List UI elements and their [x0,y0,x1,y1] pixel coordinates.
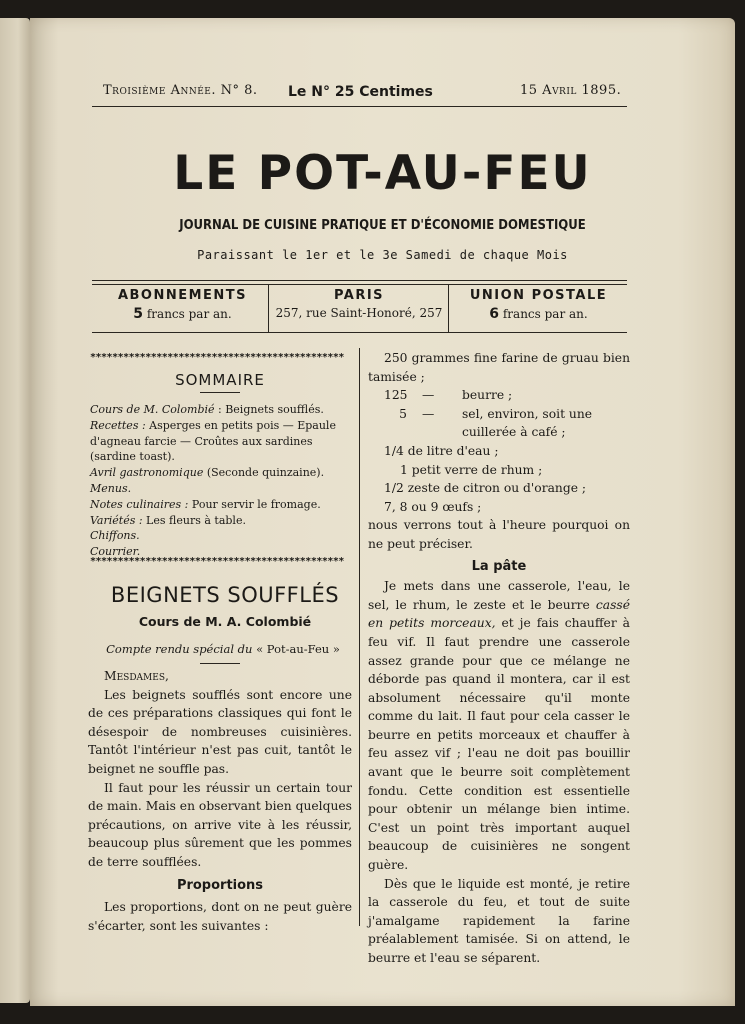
newspaper-title: LE POT-AU-FEU [173,146,592,201]
box-divider-2 [448,284,449,332]
newspaper-page [30,18,735,1006]
sommaire-item: Menus. [90,481,132,495]
article-body-right [368,349,630,968]
ingredient-line: 5 — sel, environ, soit une [399,406,593,421]
report-note: Compte rendu spécial du « Pot-au-Feu » [106,642,340,656]
ingredient-line: 125 — beurre ; [384,388,513,403]
ingredient-line: cuillerée à café ; [462,425,566,440]
note-line: nous verrons tout à l'heure pourquoi on ne peut préciser. [368,518,630,551]
sommaire-item: Chiffons. [90,529,140,543]
ingredient-line: 7, 8 ou 9 œufs ; [384,499,482,514]
article-title: BEIGNETS SOUFFLÉS [110,583,340,607]
union-heading: UNION POSTALE [469,288,608,303]
star-border-top: ********************************************** [90,352,344,363]
paragraph: Dès que le liquide est monté, je retire la casserole du feu, et tout de suite j'amalgame rapidement la farine préalablement tamisée. Si on attend, le beurre et l'eau se séparent. [368,876,630,965]
subscription-france [100,288,265,322]
paragraph: Je mets dans une casserole, l'eau, le sel, le rhum, le zeste et le beurre cassé en petits morceaux, et je fais chauffer à feu vif. Il faut prendre une casserole assez grande pour que ce mélange ne déborde pas quand il montera, car il est absolument nécessaire qu'il monte comme du lait. Il faut pour cela casser le beurre en petits morceaux et chauffer à feu assez vif ; l'eau ne doit pas bouillir avant que le beurre soit complètement fondu. Cette condition est essentielle pour obtenir un mélange bien intime. C'est un point très important auquel beaucoup de cuisinières ne songent guère. [368,579,630,873]
sommaire-item: Notes culinaires : Pour servir le fromage. [90,497,321,511]
left-page-edge [0,18,30,1003]
newspaper-subtitle: JOURNAL DE CUISINE PRATIQUE ET D'ÉCONOMIE DOMESTIQUE [179,218,586,233]
subscription-heading: ABONNEMENTS [117,288,248,303]
subscription-union-postale [450,288,627,322]
sommaire-list [90,402,352,560]
issue-price: Le N° 25 Centimes [288,84,433,100]
header-rule [92,106,627,107]
ingredient-line: 1/2 zeste de citron ou d'orange ; [384,481,587,496]
subscription-price: 5 [133,306,144,322]
paris-heading: PARIS [333,288,385,303]
union-price: 6 [489,306,500,322]
sommaire-item: Cours de M. Colombié : Beignets soufflés. [90,403,324,416]
sommaire-underline [200,392,240,393]
salutation: Mesdames, [104,669,169,683]
sommaire-item: Variétés : Les fleurs à table. [90,513,246,527]
article-underline [200,663,240,664]
paragraph: Les proportions, dont on ne peut guère s'écarter, sont les suivantes : [88,900,352,933]
sommaire-item: Recettes : Asperges en petits pois — Epaule d'agneau farcie — Croûtes aux sardines (sardine toast). [90,418,336,464]
ingredient-line: 250 grammes fine farine de gruau bien tamisée ; [368,351,630,384]
sommaire-item: Avril gastronomique (Seconde quinzaine). [90,466,325,480]
box-divider-1 [268,284,269,332]
ingredient-line: 1/4 de litre d'eau ; [384,443,499,458]
column-divider [359,348,360,926]
article-subtitle: Cours de M. A. Colombié [138,614,312,629]
issue-number: Troisième Année. N° 8. [103,83,258,98]
article-body-left [88,667,352,935]
sommaire-title: SOMMAIRE [175,371,265,389]
issue-date: 15 Avril 1895. [520,83,622,98]
ingredient-line: 1 petit verre de rhum ; [400,462,543,477]
star-border-bottom: ********************************************** [90,556,344,567]
paragraph: Les beignets soufflés sont encore une de ces préparations classiques qui font le désespoir de nombreuses cuisinières. Tantôt l'intérieur n'est pas cuit, tantôt le beignet ne souffle pas. [88,687,352,776]
paris-address: 257, rue Saint-Honoré, 257 [275,306,443,320]
union-unit: francs par an. [502,307,588,321]
paragraph: Il faut pour les réussir un certain tour de main. Mais en observant bien quelques précautions, on arrive vite à les réussir, beaucoup plus sûrement que les pommes de terre soufflées. [88,780,352,869]
box-top-rule-2 [92,284,627,285]
subscription-paris [270,288,448,320]
box-top-rule-1 [92,280,627,281]
publication-schedule: Paraissant le 1er et le 3e Samedi de chaque Mois [197,248,568,262]
box-bottom-rule [92,332,627,333]
sommaire-item: Courrier. [90,545,141,559]
subscription-unit: francs par an. [146,307,232,321]
section-heading-proportions: Proportions [176,877,264,893]
section-heading-pate: La pâte [471,558,527,574]
